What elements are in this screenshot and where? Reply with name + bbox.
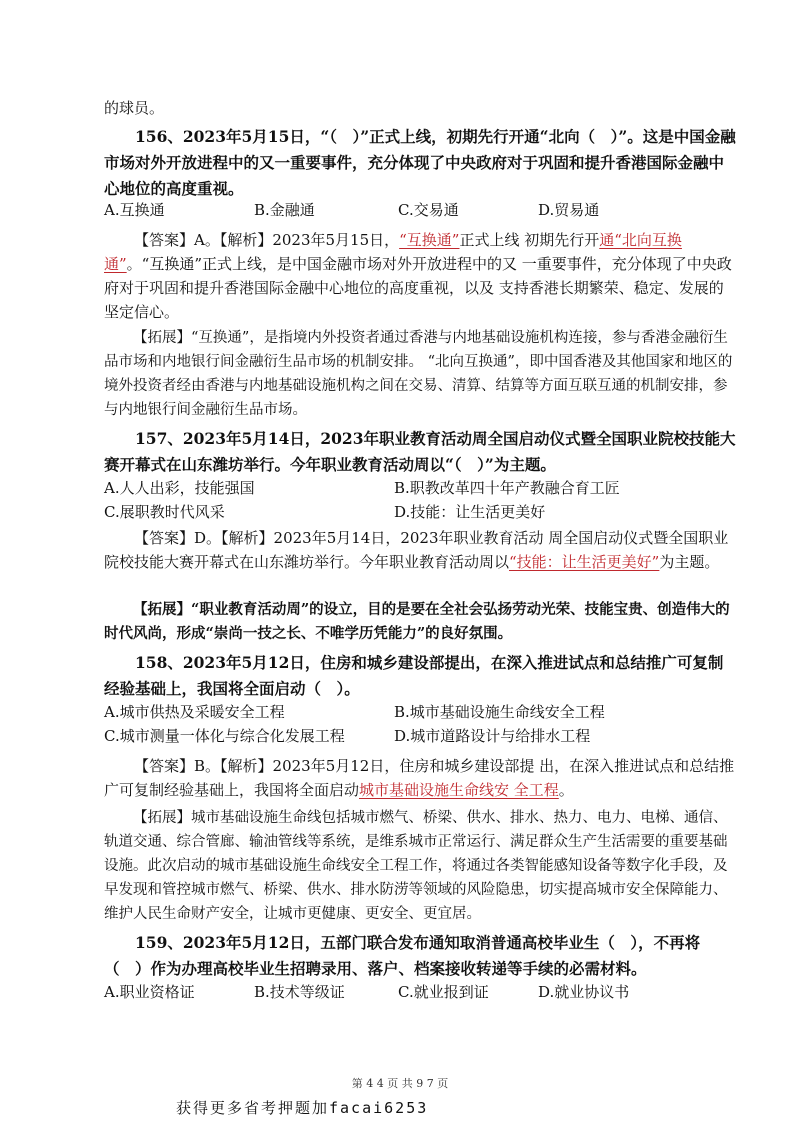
answer-text: 。 [558,781,574,799]
question-156-answer [104,228,736,324]
answer-text: 为主题。 [659,553,720,571]
option-d: D.城市道路设计与给排水工程 [394,727,591,745]
option-c: C.交易通 [398,201,459,219]
option-c: C.就业报到证 [398,983,489,1001]
option-d: D.技能：让生活更美好 [394,503,546,521]
answer-highlight: “互换通” [399,231,460,249]
option-c: C.展职教时代风采 [104,503,225,521]
question-157-extension: 【拓展】“职业教育活动周”的设立，目的是要在全社会弘扬劳动光荣、技能宝贵、创造伟大的时代风尚，形成“崇尚一技之长、不唯学历凭能力”的良好氛围。 [104,601,730,642]
question-157-stem: 157、2023年5月14日，2023年职业教育活动周全国启动仪式暨全国职业院校技能大赛开幕式在山东潍坊举行。今年职业教育活动周以“（ ）”为主题。 [104,429,736,474]
option-b: B.城市基础设施生命线安全工程 [394,703,605,721]
answer-highlight: “技能：让生活更美好” [509,553,660,571]
answer-highlight: 城市基础设施生命线安 全工程 [359,781,559,799]
answer-text: 【答案】D。【解析】2023年5月14日，2023年职业教育活动 周全国启动仪式暨全国职业院校技能大赛开幕式在山东潍坊举行。今年职业教育活动周以 [104,529,729,571]
question-156-stem: 156、2023年5月15日，“（ ）”正式上线，初期先行开通“北向（ ）”。这是中国金融市场对外开放进程中的又一重要事件，充分体现了中央政府对于巩固和提升香港国际金融中心地位的高度重视。 [104,127,736,198]
answer-text: 【答案】A。【解析】2023年5月15日， [134,231,400,249]
answer-highlight: 通“北向互换通” [104,231,682,273]
option-a: A.城市供热及采暖安全工程 [104,703,285,721]
option-a: A.人人出彩，技能强国 [104,479,255,497]
answer-text: 正式上线 初期先行开 [459,231,600,249]
question-159-stem: 159、2023年5月12日，五部门联合发布通知取消普通高校毕业生（ ），不再将（ ）作为办理高校毕业生招聘录用、落户、档案接收转递等手续的必需材料。 [104,933,701,978]
option-b: B.技术等级证 [254,983,345,1001]
question-157-answer [104,526,736,574]
question-158-stem: 158、2023年5月12日，住房和城乡建设部提出，在深入推进试点和总结推广可复制经验基础上，我国将全面启动（ ）。 [104,653,724,698]
option-a: A.互换通 [104,201,165,219]
option-b: B.金融通 [254,201,315,219]
option-b: B.职教改革四十年产教融合育工匠 [394,479,620,497]
page-number: 第 4 4 页 共 9 7 页 [351,1077,449,1090]
answer-text: 。“互换通”正式上线，是中国金融市场对外开放进程中的又 一重要事件，充分体现了中央政府对于巩固和提升香港国际金融中心地位的高度重视，以及 支持香港长期繁荣、稳定、发展的坚定信心。 [104,255,732,321]
top-fragment: 的球员。 [104,99,165,117]
question-158-answer [104,754,736,802]
option-a: A.职业资格证 [104,983,195,1001]
question-158-extension: 【拓展】城市基础设施生命线包括城市燃气、桥梁、供水、排水、热力、电力、电梯、通信、轨道交通、综合管廊、输油管线等系统，是维系城市正常运行、满足群众生产生活需要的重要基础设施。此次启动的城市基础设施生命线安全工程工作，将通过各类智能感知设备等数字化手段，及早发现和管控城市燃气、桥梁、供水、排水防涝等领域的风险隐患，切实提高城市安全保障能力、维护人民生命财产安全，让城市更健康、更安全、更宜居。 [104,810,728,922]
option-d: D.就业协议书 [538,983,630,1001]
answer-text: 【答案】B。【解析】2023年5月12日，住房和城乡建设部提 出，在深入推进试点和总结推广可复制经验基础上，我国将全面启动 [104,757,735,799]
option-d: D.贸易通 [538,201,600,219]
option-c: C.城市测量一体化与综合化发展工程 [104,727,345,745]
question-156-extension: 【拓展】“互换通”，是指境内外投资者通过香港与内地基础设施机构连接，参与香港金融衍生品市场和内地银行间金融衍生品市场的机制安排。 “北向互换通”，即中国香港及其他国家和地区的境外投资者经由香港与内地基础设施机构之间在交易、清算、结算等方面互联互通的机制安排，参与内地银行间金融衍生品市场。 [104,330,733,418]
promo-text: 获得更多省考押题加facai6253 [176,1099,429,1117]
